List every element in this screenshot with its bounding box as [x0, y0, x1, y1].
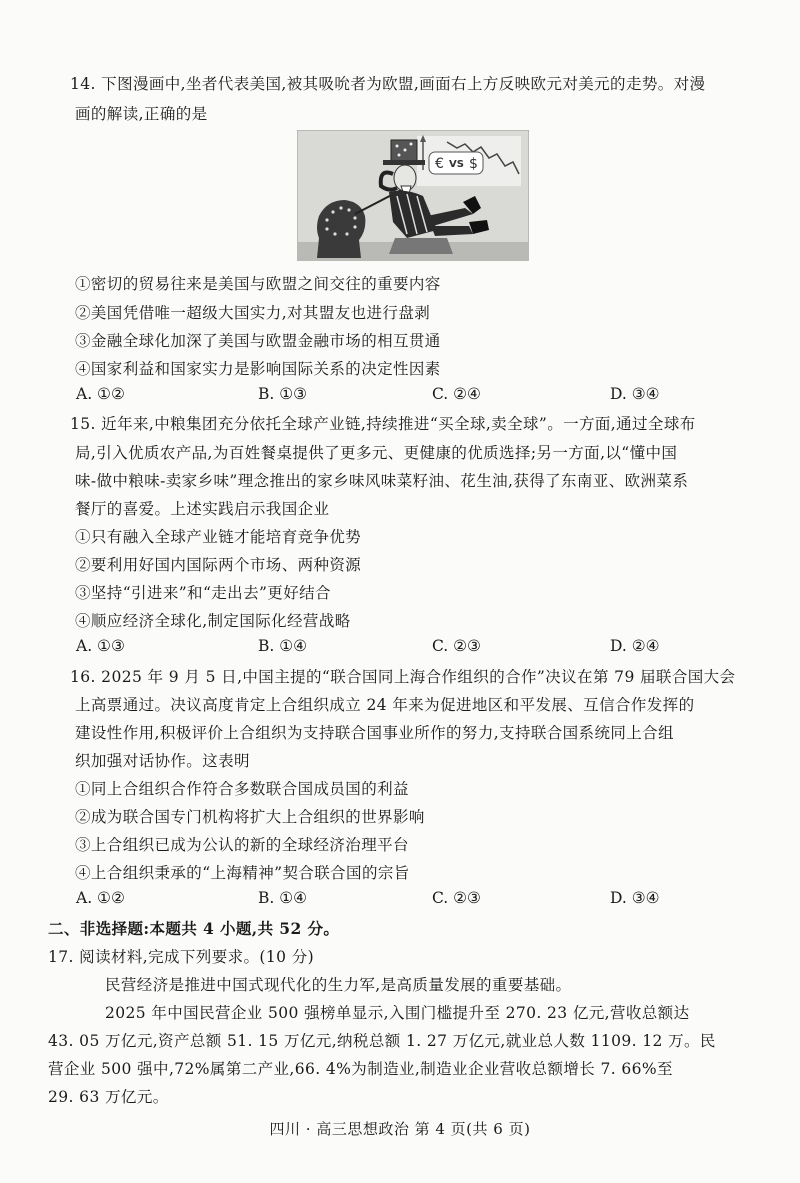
q14-option-d[interactable]: D. ③④ [610, 385, 660, 403]
q15-option-b[interactable]: B. ①④ [258, 637, 308, 655]
q14-stem-line2: 画的解读,正确的是 [75, 105, 208, 123]
q14-item-4: ④国家利益和国家实力是影响国际关系的决定性因素 [75, 360, 441, 378]
svg-text:€: € [435, 156, 444, 172]
q17-material-line3: 43. 05 万亿元,资产总额 51. 15 万亿元,纳税总额 1. 27 万亿元,就业总人数 1109. 12 万。民 [48, 1032, 716, 1050]
q16-stem-line1: 16. 2025 年 9 月 5 日,中国主提的“联合国同上海合作组织的合作”决议在第 79 届联合国大会 [70, 668, 736, 686]
q17-material-line2: 2025 年中国民营企业 500 强榜单显示,入围门槛提升至 270. 23 亿元,营收总额达 [105, 1004, 690, 1022]
section-heading: 二、非选择题:本题共 4 小题,共 52 分。 [48, 919, 340, 938]
uncle-sam-sucking-eu-cartoon-icon [297, 130, 529, 261]
q16-stem-line3: 建设性作用,积极评价上合组织为支持联合国事业所作的努力,支持联合国系统同上合组 [75, 724, 674, 742]
q15-item-2: ②要利用好国内国际两个市场、两种资源 [75, 556, 362, 574]
q15-item-1: ①只有融入全球产业链才能培育竞争优势 [75, 528, 362, 546]
q16-option-d[interactable]: D. ③④ [610, 889, 660, 907]
q16-stem-line2: 上高票通过。决议高度肯定上合组织成立 24 年来为促进地区和平发展、互信合作发挥的 [75, 696, 695, 714]
q14-item-2: ②美国凭借唯一超级大国实力,对其盟友也进行盘剥 [75, 304, 431, 322]
q15-option-d[interactable]: D. ②④ [610, 637, 660, 655]
svg-text:$: $ [469, 156, 478, 172]
q15-option-c[interactable]: C. ②③ [432, 637, 481, 655]
cartoon-image [297, 130, 529, 261]
q14-item-1: ①密切的贸易往来是美国与欧盟之间交往的重要内容 [75, 275, 441, 293]
q14-item-3: ③金融全球化加深了美国与欧盟金融市场的相互贯通 [75, 332, 441, 350]
q14-option-c[interactable]: C. ②④ [432, 385, 481, 403]
q16-item-3: ③上合组织已成为公认的新的全球经济治理平台 [75, 836, 409, 854]
q15-stem-line4: 餐厅的喜爱。上述实践启示我国企业 [75, 500, 330, 518]
q14-option-a[interactable]: A. ①② [76, 385, 125, 403]
q16-item-4: ④上合组织秉承的“上海精神”契合联合国的宗旨 [75, 864, 410, 882]
q17-material-line4: 营企业 500 强中,72%属第二产业,66. 4%为制造业,制造业企业营收总额增长 7. 66%至 [48, 1060, 673, 1078]
q15-option-a[interactable]: A. ①③ [76, 637, 125, 655]
q15-stem-line3: 味-做中粮味-卖家乡味”理念推出的家乡味风味菜籽油、花生油,获得了东南亚、欧洲菜系 [75, 472, 689, 490]
q16-stem-line4: 织加强对话协作。这表明 [75, 752, 250, 770]
q15-stem-line2: 局,引入优质农产品,为百姓餐桌提供了更多元、更健康的优质选择;另一方面,以“懂中国 [75, 444, 678, 462]
q14-option-b[interactable]: B. ①③ [258, 385, 308, 403]
q15-item-4: ④顺应经济全球化,制定国际化经营战略 [75, 612, 351, 630]
q16-option-b[interactable]: B. ①④ [258, 889, 308, 907]
q16-option-c[interactable]: C. ②③ [432, 889, 481, 907]
q15-item-3: ③坚持“引进来”和“走出去”更好结合 [75, 584, 331, 602]
q16-item-2: ②成为联合国专门机构将扩大上合组织的世界影响 [75, 808, 425, 826]
page-footer: 四川 · 高三思想政治 第 4 页(共 6 页) [269, 1120, 531, 1138]
q16-item-1: ①同上合组织合作符合多数联合国成员国的利益 [75, 780, 409, 798]
q17-material-line1: 民营经济是推进中国式现代化的生力军,是高质量发展的重要基础。 [105, 976, 572, 994]
q17-stem: 17. 阅读材料,完成下列要求。(10 分) [48, 948, 315, 966]
q16-option-a[interactable]: A. ①② [76, 889, 125, 907]
q15-stem-line1: 15. 近年来,中粮集团充分依托全球产业链,持续推进“买全球,卖全球”。一方面,通过全球布 [70, 415, 696, 433]
svg-text:VS: VS [449, 159, 464, 170]
q17-material-line5: 29. 63 万亿元。 [48, 1088, 169, 1106]
q14-stem-line1: 14. 下图漫画中,坐者代表美国,被其吸吮者为欧盟,画面右上方反映欧元对美元的走势。对漫 [70, 75, 706, 93]
